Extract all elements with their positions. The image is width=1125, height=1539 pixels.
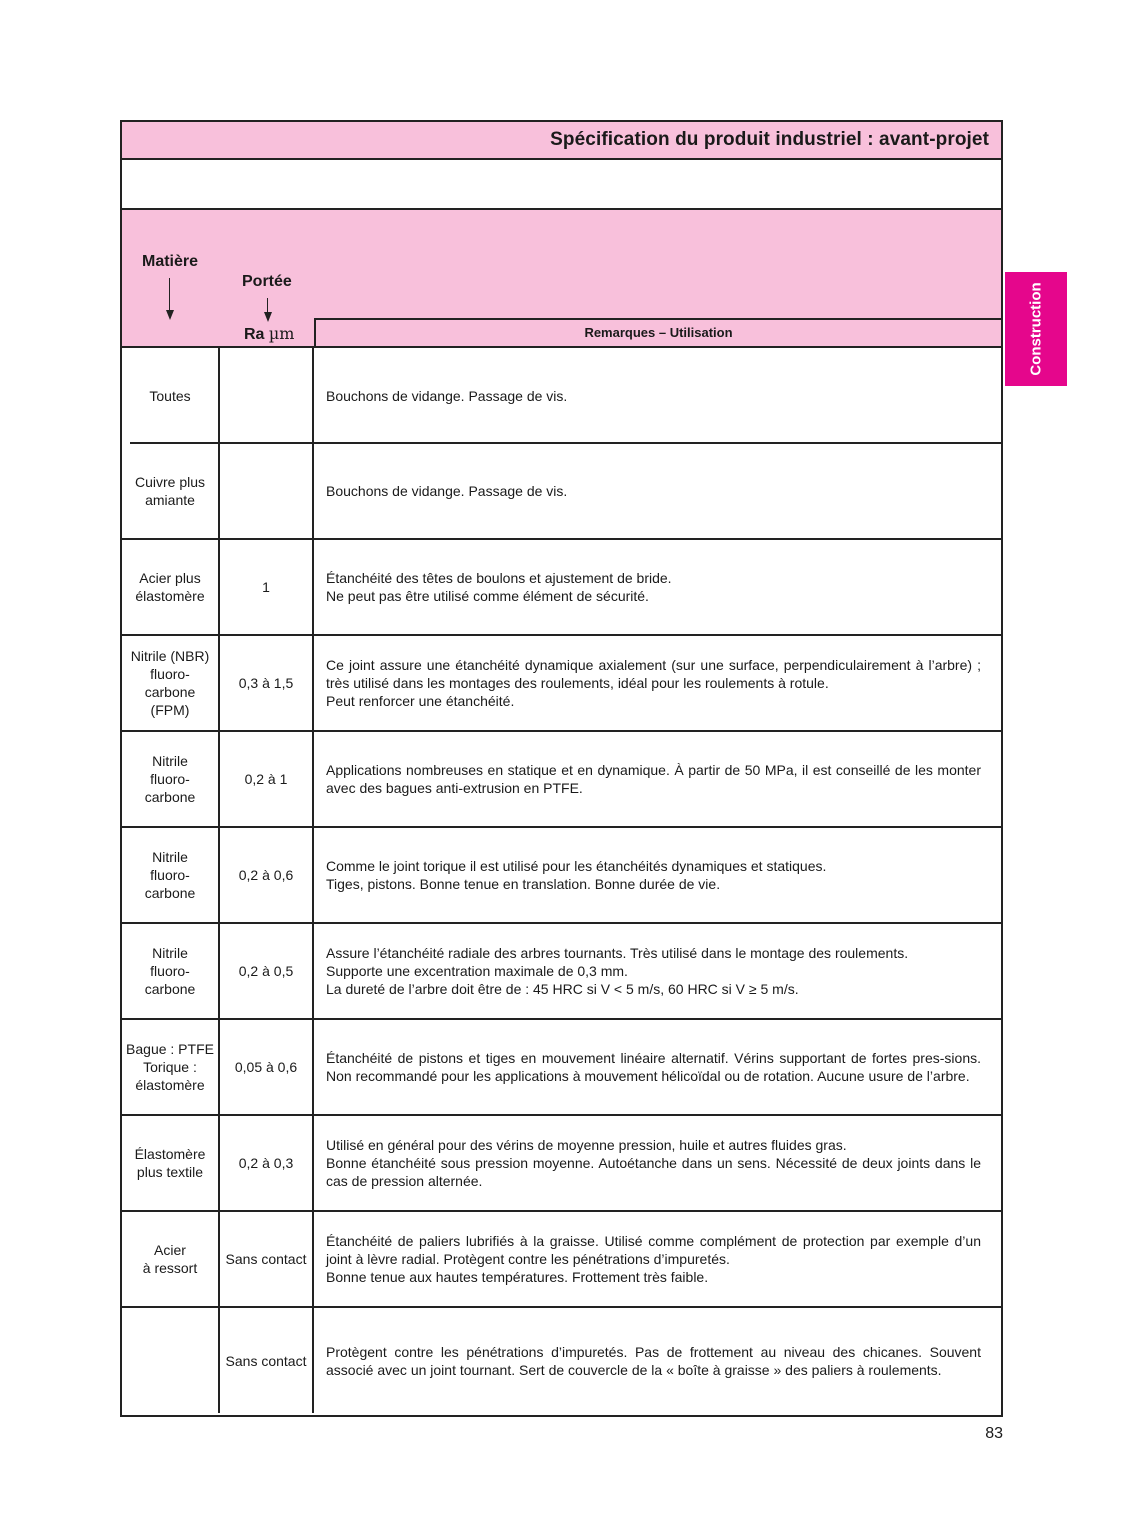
remarques-text: Utilisé en général pour des vérins de moyenne pression, huile et autres fluides gras. Bonne étanchéité sous pression moyenne. Autoétanche dans un sens. Nécessité de deux joints dans le cas de pression alternée. <box>326 1137 981 1189</box>
cell-remarques <box>314 732 1001 826</box>
remarques-text: Applications nombreuses en statique et en dynamique. À partir de 50 MPa, il est conseillé de les monter avec des bagues anti-extrusion en PTFE. <box>326 762 981 796</box>
remarques-text: Étanchéité des têtes de boulons et ajustement de bride. Ne peut pas être utilisé comme élément de sécurité. <box>326 570 672 604</box>
matiere-text: Nitrile fluoro- carbone <box>144 849 196 901</box>
page-title: Spécification du produit industriel : avant-projet <box>550 129 989 150</box>
cell-ra <box>220 1116 314 1210</box>
cell-matiere <box>122 1116 220 1210</box>
cell-matiere <box>122 636 220 730</box>
side-tab-label: Construction <box>1027 282 1045 376</box>
remarques-text: Protègent contre les pénétrations d’impuretés. Pas de frottement au niveau des chicanes. Souvent associé avec un joint tournant. Sert de couvercle de la « boîte à graisse » des paliers à roulements. <box>326 1343 981 1378</box>
remarques-text: Bouchons de vidange. Passage de vis. <box>326 483 568 499</box>
remarques-text: Ce joint assure une étanchéité dynamique axialement (sur une surface, perpendiculairement à l’arbre) ; très utilisé dans les montages des roulements, idéal pour les roulements à rotule. Peut renforcer une étanchéité. <box>326 657 981 709</box>
table-row <box>122 924 1001 1020</box>
remarques-text: Assure l’étanchéité radiale des arbres tournants. Très utilisé dans le montage des roulements. Supporte une excentration maximale de 0,3 mm. La dureté de l’arbre doit être de : 45 HRC si V < 5 m/s, 60 HRC si V ≥ 5 m/s. <box>326 945 909 997</box>
cell-remarques <box>314 540 1001 634</box>
ra-text: 0,2 à 0,3 <box>238 1155 294 1171</box>
cell-remarques <box>314 1020 1001 1114</box>
ra-text: 1 <box>262 579 270 595</box>
blank-band <box>122 160 1001 210</box>
cell-remarques <box>314 1116 1001 1210</box>
table-row <box>122 732 1001 828</box>
table-body <box>122 348 1001 1413</box>
cell-matiere <box>122 540 220 634</box>
cell-ra <box>220 732 314 826</box>
matiere-text: Toutes <box>149 388 191 404</box>
remarques-text: Étanchéité de pistons et tiges en mouvement linéaire alternatif. Vérins supportant de fortes pres-sions. Non recommandé pour les applications à mouvement hélicoïdal ou de rotation. Aucune usure de l’arbre. <box>326 1050 981 1084</box>
title-bar <box>122 122 1001 160</box>
ra-text: Sans contact <box>225 1352 307 1369</box>
header-portee: Portée <box>242 273 292 290</box>
cell-remarques <box>314 348 1001 444</box>
header-ra-label: Ra <box>244 326 265 343</box>
cell-remarques <box>314 828 1001 922</box>
matiere-text: Nitrile (NBR) fluoro- carbone (FPM) <box>130 648 210 718</box>
ra-text: Sans contact <box>225 1251 307 1267</box>
spec-table-frame <box>120 120 1003 1417</box>
cell-matiere <box>122 924 220 1018</box>
ra-text: 0,2 à 0,5 <box>238 963 294 979</box>
matiere-text: Nitrile fluoro- carbone <box>144 945 196 997</box>
cell-remarques <box>314 924 1001 1018</box>
table-row <box>122 636 1001 732</box>
cell-matiere <box>122 828 220 922</box>
matiere-text: Élastomère plus textile <box>134 1146 206 1180</box>
ra-text: 0,2 à 0,6 <box>238 867 294 883</box>
header-ra-unit: µm <box>268 324 295 343</box>
matiere-text: Acier plus élastomère <box>135 570 205 604</box>
table-row <box>122 1116 1001 1212</box>
side-tab-construction[interactable] <box>1005 272 1067 386</box>
table-row <box>122 540 1001 636</box>
cell-matiere <box>122 444 220 538</box>
table-row <box>122 444 1001 540</box>
header-matiere: Matière <box>142 253 199 270</box>
remarques-text: Comme le joint torique il est utilisé pour les étanchéités dynamiques et statiques. Tiges, pistons. Bonne tenue en translation. Bonne durée de vie. <box>326 858 827 892</box>
cell-ra <box>220 1212 314 1306</box>
cell-ra <box>220 924 314 1018</box>
table-row <box>122 1212 1001 1308</box>
cell-ra <box>220 540 314 634</box>
matiere-text: Nitrile fluoro- carbone <box>144 753 196 805</box>
table-row <box>122 1020 1001 1116</box>
cell-matiere <box>122 1020 220 1114</box>
cell-remarques <box>314 1212 1001 1306</box>
cell-ra <box>220 1308 314 1413</box>
cell-matiere <box>122 348 220 444</box>
remarques-text: Étanchéité de paliers lubrifiés à la graisse. Utilisé comme complément de protection par exemple d’un joint à lèvre radial. Protègent contre les pénétrations d’impuretés. Bonne tenue aux hautes températures. Frottement très faible. <box>326 1233 981 1285</box>
matiere-text: Bague : PTFE Torique : élastomère <box>126 1041 214 1093</box>
cell-matiere <box>122 732 220 826</box>
remarques-text: Bouchons de vidange. Passage de vis. <box>326 388 568 404</box>
cell-ra <box>220 348 314 444</box>
cell-remarques <box>314 444 1001 538</box>
matiere-text: Cuivre plus amiante <box>134 474 206 508</box>
cell-ra <box>220 1020 314 1114</box>
table-row <box>122 1308 1001 1413</box>
cell-matiere <box>122 1308 220 1413</box>
ra-text: 0,05 à 0,6 <box>234 1059 298 1075</box>
cell-ra <box>220 444 314 538</box>
column-header-band <box>122 210 1001 348</box>
header-remarques: Remarques – Utilisation <box>314 318 1001 348</box>
table-row <box>122 348 1001 444</box>
cell-remarques <box>314 1308 1001 1413</box>
table-row <box>122 828 1001 924</box>
cell-remarques <box>314 636 1001 730</box>
cell-matiere <box>122 1212 220 1306</box>
cell-ra <box>220 828 314 922</box>
ra-text: 0,2 à 1 <box>244 771 288 787</box>
header-ra <box>244 324 294 344</box>
matiere-text: Acier à ressort <box>142 1242 198 1276</box>
page-number: 83 <box>985 1425 1003 1442</box>
ra-text: 0,3 à 1,5 <box>238 675 294 691</box>
cell-ra <box>220 636 314 730</box>
